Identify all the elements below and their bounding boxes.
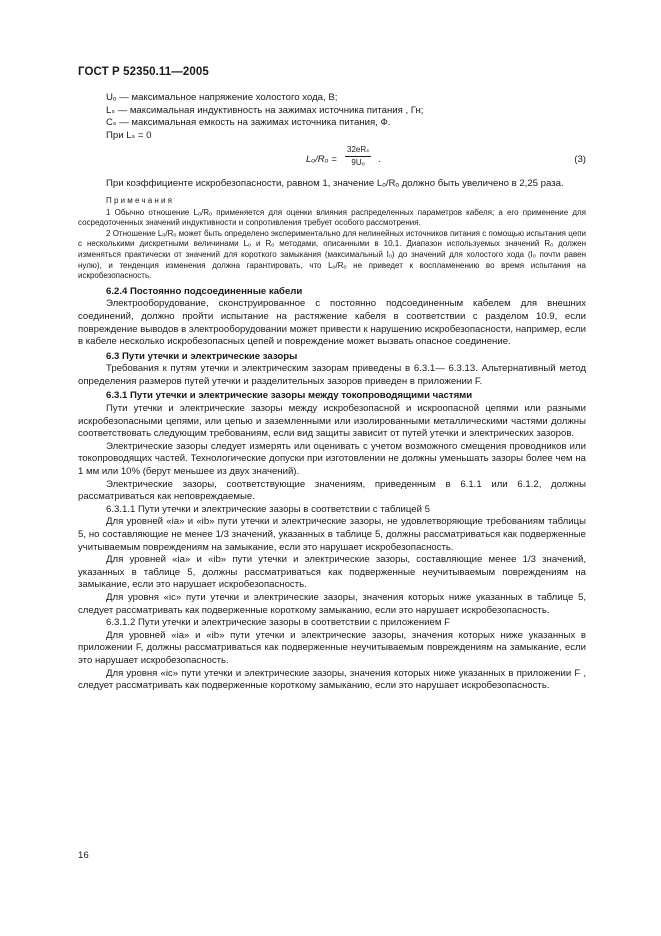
variable-cs-definition: Cₛ — максимальная емкость на зажимах источника питания, Ф. — [106, 117, 391, 129]
formula-lhs: Lₒ/Rₒ = — [306, 154, 337, 166]
standard-header: ГОСТ Р 52350.11—2005 — [78, 66, 209, 78]
paragraph-6-3-1-b: Электрические зазоры следует измерять или оценивать с учетом возможного смещения проводников или токопроводящих частей. Технологические допуски при изготовлении не должны уменьшать зазоры более чем на 1 мм или 10% (берут меньшее из двух значений). — [78, 440, 586, 478]
note-2: 2 Отношение Lₒ/Rₒ может быть определено экспериментально для нелинейных источников питания с помощью испытания цепи с несколькими дискретными величинами Lₒ и Rₒ методами, описанными в 10.1. Диапазон используемых значений Rₒ должен изменяться практически от значений для короткого замыкания (максимальный Iₒ) до значений для холостого хода (Iₒ почти равен нулю), и тенденция изменения должна гарантировать, что Lₒ/Rₒ не приведет к воспламенению во время испытания на искробезопасность. — [78, 228, 586, 281]
formula-period: . — [378, 154, 381, 166]
note-1: 1 Обычно отношение Lₒ/Rₒ применяется для оценки влияния распределенных параметров кабеля; а его применение для сосредоточенных значений индуктивности и сопротивления требует особого рассмотрения. — [78, 207, 586, 228]
condition-text: При Lₛ = 0 — [106, 129, 152, 141]
paragraph-6-3-1-2-b: Для уровня «ic» пути утечки и электрические зазоры, значения которых ниже указанных в приложении F , следует рассматривать как подверженные короткому замыканию, если это нарушает искробезопасность. — [78, 667, 586, 692]
coefficient-paragraph: При коэффициенте искробезопасности, равном 1, значение Lₒ/Rₒ должно быть увеличено в 2,25 раза. — [106, 178, 564, 190]
paragraph-6-3-1-2-a: Для уровней «ia» и «ib» пути утечки и электрические зазоры, значения которых ниже указанных в приложении F, должны рассматриваться как подверженные неучитываемым повреждениям на замыкание, если это нарушает искробезопасность. — [78, 629, 586, 666]
paragraph-6-3-1-c: Электрические зазоры, соответствующие значениям, приведенным в 6.1.1 или 6.1.2, должны рассматриваться как неповреждаемые. — [78, 478, 586, 503]
subheading-6-3-1-1: 6.3.1.1 Пути утечки и электрические зазоры в соответствии с таблицей 5 — [106, 503, 430, 515]
paragraph-6-3-1-1-b: Для уровней «ia» и «ib» пути утечки и электрические зазоры, составляющие менее 1/3 значений, указанных в таблице 5, должны рассматриваться как подверженные неучитываемым повреждениям на замыкание, если это нарушает искробезопасность. — [78, 554, 586, 591]
page-number: 16 — [78, 850, 89, 861]
variable-uo-definition: Uₒ — максимальное напряжение холостого хода, В; — [106, 92, 338, 103]
paragraph-6-2-4: Электрооборудование, сконструированное с постоянно подсоединенным кабелем для внешних соединений, должно пройти испытание на растяжение кабеля в соответствии с разделом 10.9, если повреждение выводов в электрооборудовании может привести к нарушению искробезопасности, например, если в кабеле несколько искробезопасных цепей и повреждение может вызвать опасное соединение. — [78, 298, 586, 348]
heading-6-2-4: 6.2.4 Постоянно подсоединенные кабели — [106, 285, 303, 297]
formula-3 — [78, 145, 586, 175]
formula-fraction — [345, 145, 371, 168]
formula-denominator: 9Uₒ — [351, 158, 365, 168]
notes-title: Примечания — [106, 195, 175, 205]
paragraph-6-3-1-1-a: Для уровней «ia» и «ib» пути утечки и электрические зазоры, не удовлетворяющие требованиям таблицы 5, но составляющие не менее 1/3 значений, указанных в таблице 5, должны рассматриваться как подверженные учитываемым повреждениям на замыкание, если это нарушает искробезопасность. — [78, 516, 586, 553]
formula-numerator: 32eRₛ — [345, 145, 371, 157]
formula-number: (3) — [574, 154, 586, 166]
page-content — [78, 92, 586, 693]
heading-6-3: 6.3 Пути утечки и электрические зазоры — [106, 350, 298, 362]
paragraph-6-3-1-1-c: Для уровня «ic» пути утечки и электрические зазоры, значения которых ниже указанных в таблице 5, следует рассматривать как подверженные короткому замыканию, если это нарушает искробезопасность. — [78, 591, 586, 616]
paragraph-6-3: Требования к путям утечки и электрическим зазорам приведены в 6.3.1— 6.3.13. Альтернативный метод определения размеров путей утечки и разделительных зазоров приведен в приложении F. — [78, 363, 586, 387]
paragraph-6-3-1-a: Пути утечки и электрические зазоры между искробезопасной и искроопасной цепями или разными искробезопасными цепями, или цепью и заземленными или изолированными металлическими частями должны соответствовать следующим требованиям, если вид защиты зависит от путей утечки и электрических зазоров. — [78, 403, 586, 440]
heading-6-3-1: 6.3.1 Пути утечки и электрические зазоры между токопроводящими частями — [106, 390, 473, 402]
subheading-6-3-1-2: 6.3.1.2 Пути утечки и электрические зазоры в соответствии с приложением F — [106, 617, 450, 629]
variable-ls-definition: Lₛ — максимальная индуктивность на зажимах источника питания , Гн; — [106, 104, 424, 116]
